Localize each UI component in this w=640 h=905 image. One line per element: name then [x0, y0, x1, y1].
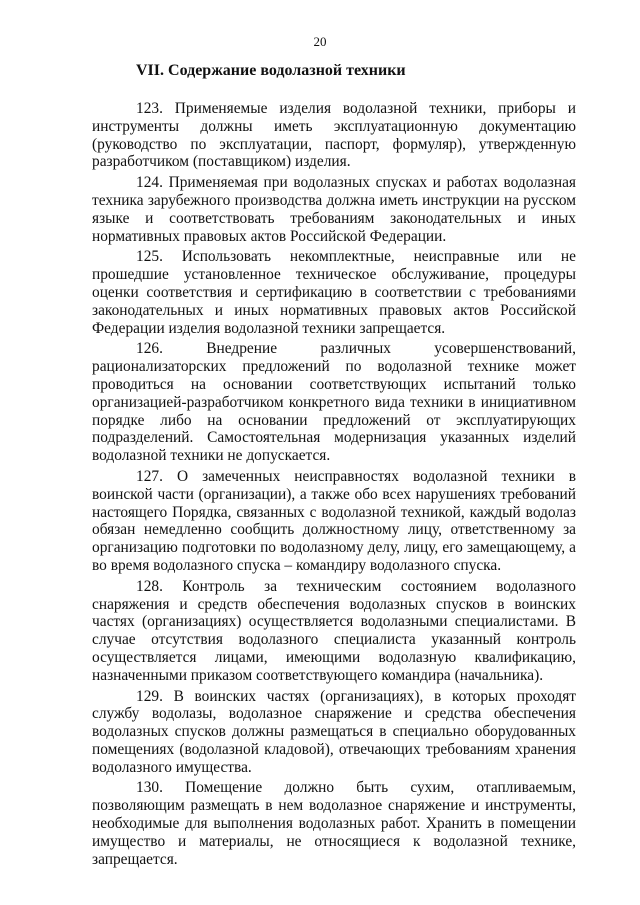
paragraph-128: 128. Контроль за техническим состоянием водолазного снаряжения и средств обеспечения водолазных спусков в воинских частях (организациях) осуществляется водолазными специалистами. В случае отсутствия водолазного специалиста указанный контроль осуществляется лицами, имеющими водолазную квалификацию, назначенными приказом соответствующего командира (начальника).	[92, 577, 576, 684]
paragraph-123: 123. Применяемые изделия водолазной техники, приборы и инструменты должны иметь эксплуатационную документацию (руководство по эксплуатации, паспорт, формуляр), утвержденную разработчиком (поставщиком) изделия.	[92, 100, 576, 171]
paragraph-125: 125. Использовать некомплектные, неисправные или не прошедшие установленное техническое обслуживание, процедуры оценки соответствия и сертификацию в соответствии с требованиями законодательных и иных нормативных правовых актов Российской Федерации изделия водолазной техники запрещается.	[92, 248, 576, 337]
paragraph-127: 127. О замеченных неисправностях водолазной техники в воинской части (организации), а также обо всех нарушениях требований настоящего Порядка, связанных с водолазной техникой, каждый водолаз обязан немедленно сообщить должностному лицу, ответственному за организацию подготовки по водолазному делу, лицу, его замещающему, а во время водолазного спуска – командиру водолазного спуска.	[92, 467, 576, 574]
section-heading: VII. Содержание водолазной техники	[136, 62, 406, 79]
document-body	[92, 100, 576, 871]
paragraph-130: 130. Помещение должно быть сухим, отапливаемым, позволяющим размещать в нем водолазное снаряжение и инструменты, необходимые для выполнения водолазных работ. Хранить в помещении имущество и материалы, не относящиеся к водолазной технике, запрещается.	[92, 779, 576, 868]
paragraph-126: 126. Внедрение различных усовершенствований, рационализаторских предложений по водолазной технике может проводиться на основании соответствующих испытаний только организацией-разработчиком конкретного вида техники в инициативном порядке либо на основании предложений от эксплуатирующих подразделений. Самостоятельная модернизация указанных изделий водолазной техники не допускается.	[92, 340, 576, 465]
paragraph-124: 124. Применяемая при водолазных спусках и работах водолазная техника зарубежного производства должна иметь инструкции на русском языке и соответствовать требованиям законодательных и иных нормативных правовых актов Российской Федерации.	[92, 174, 576, 245]
page-number: 20	[313, 34, 327, 49]
paragraph-129: 129. В воинских частях (организациях), в которых проходят службу водолазы, водолазное снаряжение и средства обеспечения водолазных спусков должны размещаться в специально оборудованных помещениях (водолазной кладовой), отвечающих требованиям хранения водолазного имущества.	[92, 687, 576, 776]
